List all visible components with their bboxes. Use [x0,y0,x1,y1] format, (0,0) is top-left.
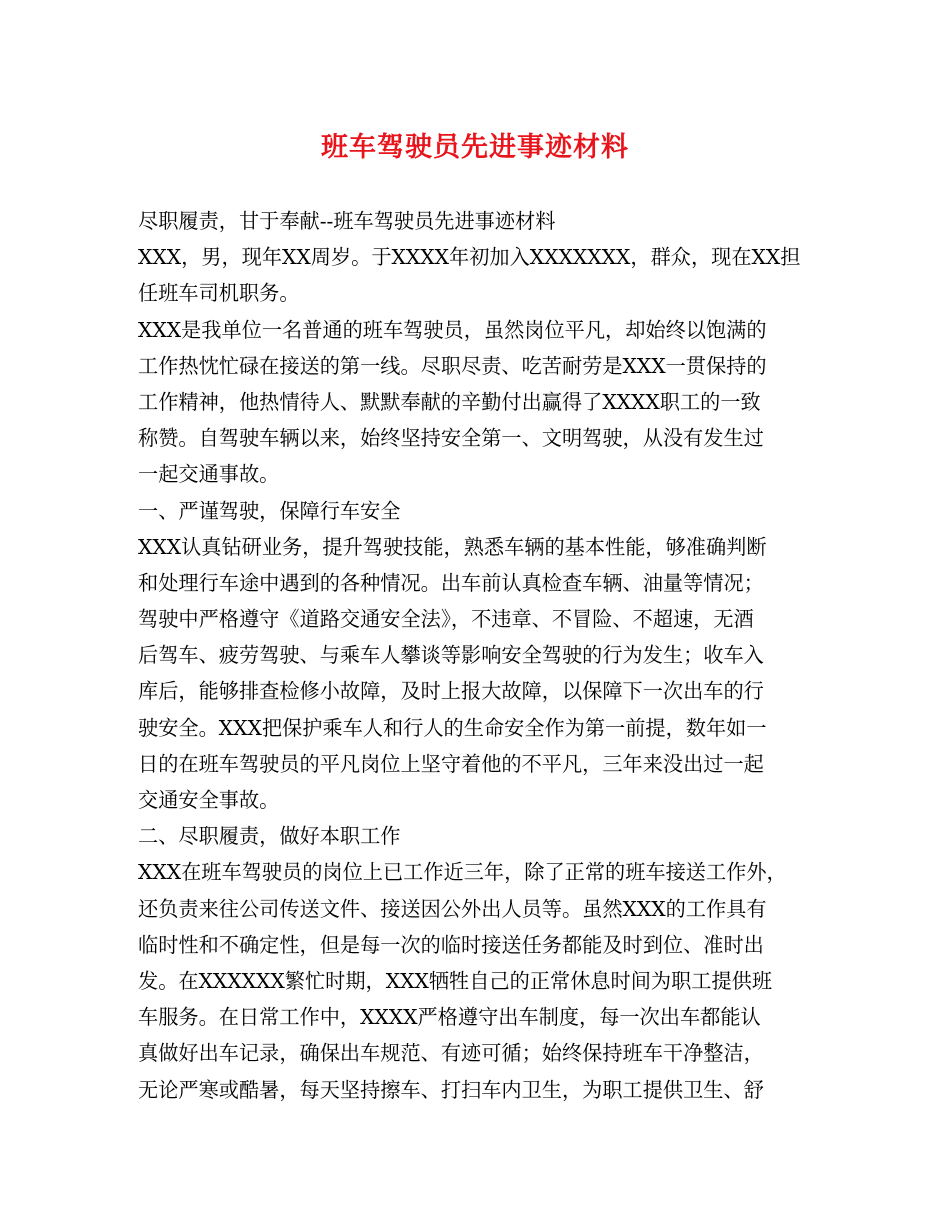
text-line: 驾驶中严格遵守《道路交通安全法》，不违章、不冒险、不超速，无酒 [138,607,754,632]
text-line: 库后，能够排查检修小故障，及时上报大故障，以保障下一次出车的行 [138,679,764,704]
text-line: 日的在班车驾驶员的平凡岗位上坚守着他的不平凡，三年来没出过一起 [138,751,764,776]
text-line: 和处理行车途中遇到的各种情况。出车前认真检查车辆、油量等情况； [138,570,764,595]
text-line: 尽职履责，甘于奉献--班车驾驶员先进事迹材料 [138,209,556,233]
text-line: 临时性和不确定性，但是每一次的临时接送任务都能及时到位、准时出 [138,932,764,957]
text-line: 发。在XXXXXX繁忙时期，XXX牺牲自己的正常休息时间为职工提供班 [138,968,773,993]
text-line: 工作精神，他热情待人、默默奉献的辛勤付出赢得了XXXX职工的一致 [138,389,761,414]
text-line: 还负责来往公司传送文件、接送因公外出人员等。虽然XXX的工作具有 [138,896,767,921]
text-line: XXX在班车驾驶员的岗位上已工作近三年，除了正常的班车接送工作外， [138,860,787,885]
document-title: 班车驾驶员先进事迹材料 [321,132,629,163]
text-line: 驶安全。XXX把保护乘车人和行人的生命安全作为第一前提，数年如一 [138,715,767,740]
text-line: 无论严寒或酷暑，每天坚持擦车、打扫车内卫生，为职工提供卫生、舒 [138,1077,764,1102]
text-line: 真做好出车记录，确保出车规范、有迹可循；始终保持班车干净整洁， [138,1041,764,1066]
text-line: 工作热忱忙碌在接送的第一线。尽职尽责、吃苦耐劳是XXX一贯保持的 [138,353,767,378]
text-line: 交通安全事故。 [138,788,280,812]
section-heading: 一、严谨驾驶，保障行车安全 [138,498,401,523]
text-line: 车服务。在日常工作中，XXXX严格遵守出车制度，每一次出车都能认 [138,1005,761,1030]
text-line: 后驾车、疲劳驾驶、与乘车人攀谈等影响安全驾驶的行为发生；收车入 [138,643,764,668]
text-line: 任班车司机职务。 [138,281,300,306]
text-line: XXX，男，现年XX周岁。于XXXX年初加入XXXXXXX，群众，现在XX担 [138,245,801,270]
text-line: 称赞。自驾驶车辆以来，始终坚持安全第一、文明驾驶，从没有发生过 [138,426,764,451]
document-body [138,203,818,1108]
text-line: 一起交通事故。 [138,462,280,487]
section-heading: 二、尽职履责，做好本职工作 [138,824,401,849]
text-line: XXX认真钻研业务，提升驾驶技能，熟悉车辆的基本性能，够准确判断 [138,534,767,559]
text-line: XXX是我单位一名普通的班车驾驶员，虽然岗位平凡，却始终以饱满的 [138,317,767,342]
